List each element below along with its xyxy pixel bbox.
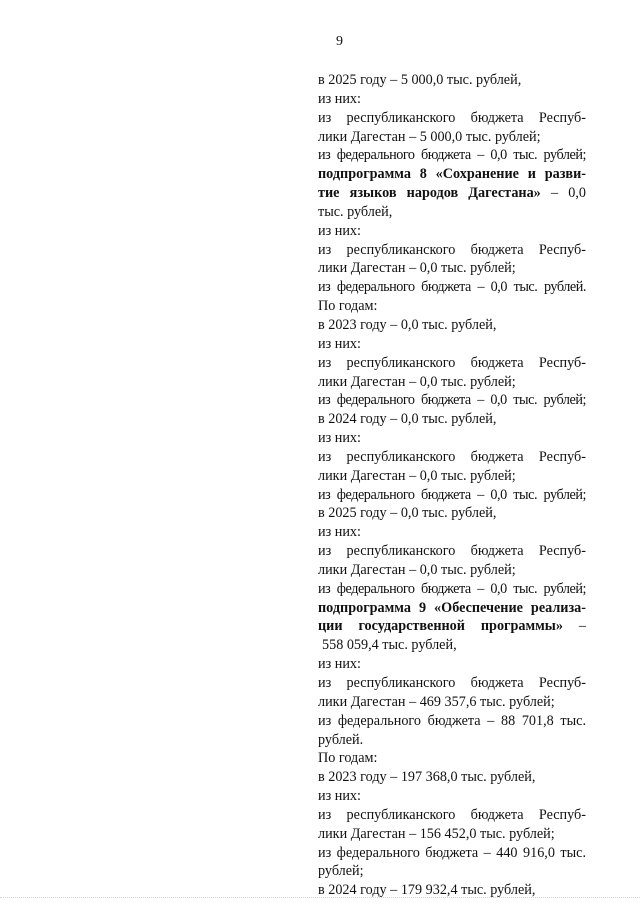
text-line: из них:	[318, 656, 361, 673]
text-line: из них:	[318, 222, 361, 239]
text-line: тыс. рублей,	[318, 203, 393, 220]
text-line: из них:	[318, 430, 361, 447]
text-line	[318, 184, 586, 203]
text-line: из республиканского бюджета Респуб-	[318, 806, 586, 823]
text-line: подпрограмма 9 «Обеспечение реализа-	[318, 599, 586, 616]
text-line: из них:	[318, 335, 361, 352]
subprogram-9-dash: –	[562, 618, 586, 635]
subprogram-8-amount: – 0,0	[540, 185, 587, 202]
text-line: из федерального бюджета – 0,0 тыс. рублей;	[318, 580, 586, 597]
text-line: из федерального бюджета – 440 916,0 тыс.	[318, 844, 586, 861]
text-line: в 2023 году – 0,0 тыс. рублей,	[318, 316, 497, 333]
document-text	[318, 71, 586, 900]
text-line: в 2025 году – 0,0 тыс. рублей,	[318, 505, 497, 522]
text-line: из республиканского бюджета Респуб-	[318, 543, 586, 560]
text-line: из республиканского бюджета Респуб-	[318, 241, 586, 258]
scan-edge	[0, 897, 640, 900]
text-line: из республиканского бюджета Респуб-	[318, 354, 586, 371]
text-line: из федерального бюджета – 0,0 тыс. рублей;	[318, 486, 586, 503]
text-line: лики Дагестан – 156 452,0 тыс. рублей;	[318, 825, 555, 842]
page-number: 9	[336, 34, 343, 49]
text-line: из них:	[318, 90, 361, 107]
text-line: в 2025 году – 5 000,0 тыс. рублей,	[318, 72, 522, 88]
text-line: По годам:	[318, 298, 378, 315]
text-line: лики Дагестан – 5 000,0 тыс. рублей;	[318, 128, 541, 145]
text-line: подпрограмма 8 «Сохранение и разви-	[318, 166, 586, 183]
text-line: в 2024 году – 179 932,4 тыс. рублей,	[318, 882, 536, 899]
text-line: лики Дагестан – 0,0 тыс. рублей;	[318, 467, 516, 484]
text-line: лики Дагестан – 469 357,6 тыс. рублей;	[318, 693, 555, 710]
text-line: По годам:	[318, 750, 378, 767]
text-line: лики Дагестан – 0,0 тыс. рублей;	[318, 260, 516, 277]
text-line: из республиканского бюджета Респуб-	[318, 109, 586, 126]
text-line: рублей;	[318, 863, 364, 880]
text-line: из республиканского бюджета Респуб-	[318, 675, 586, 691]
text-line: лики Дагестан – 0,0 тыс. рублей;	[318, 561, 516, 578]
text-line: из федерального бюджета – 0,0 тыс. рублей;	[318, 392, 586, 409]
text-line: лики Дагестан – 0,0 тыс. рублей;	[318, 373, 516, 390]
subprogram-8-title-end: тие языков народов Дагестана»	[318, 185, 541, 202]
subprogram-9-title-end: ции государственной программы»	[318, 618, 563, 635]
text-line: из республиканского бюджета Респуб-	[318, 448, 586, 465]
text-line: из них:	[318, 788, 361, 805]
text-line: из федерального бюджета – 0,0 тыс. рублей;	[318, 147, 586, 164]
text-line: 558 059,4 тыс. рублей,	[322, 637, 457, 654]
text-line: из федерального бюджета – 88 701,8 тыс.	[318, 712, 586, 729]
text-line: из них:	[318, 524, 361, 541]
text-line: в 2024 году – 0,0 тыс. рублей,	[318, 411, 497, 428]
text-line: рублей.	[318, 731, 364, 748]
text-line: в 2023 году – 197 368,0 тыс. рублей,	[318, 769, 536, 786]
text-line	[318, 617, 586, 636]
text-line: из федерального бюджета – 0,0 тыс. рублей.	[318, 279, 586, 296]
